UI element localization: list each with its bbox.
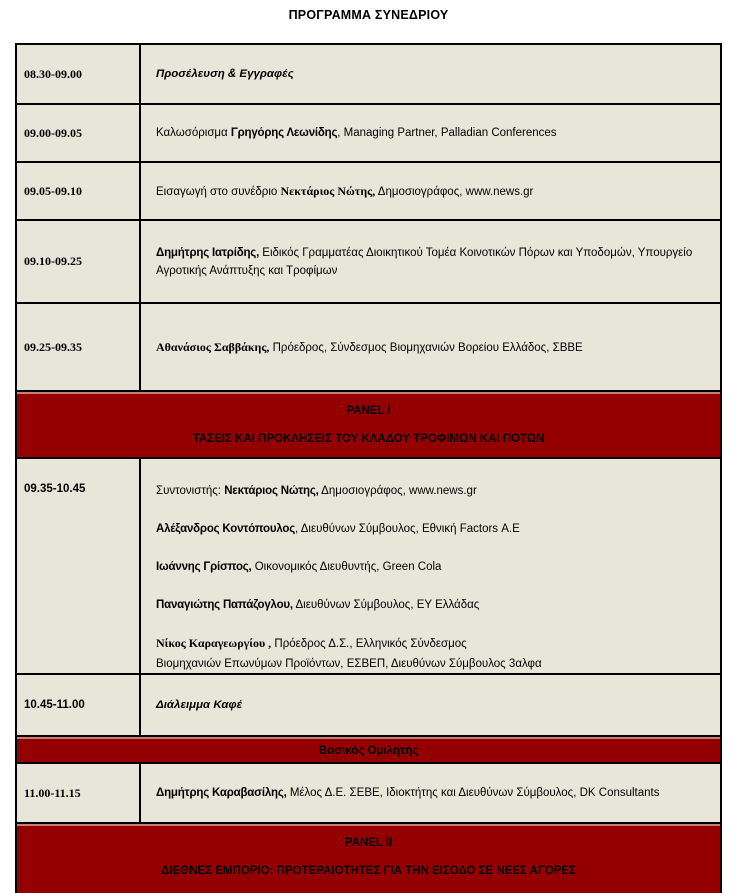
- program-row: [17, 764, 720, 824]
- time-cell: 09.05-09.10: [17, 163, 141, 219]
- text-segment: Καλωσόρισμα: [156, 127, 231, 139]
- panel-banner-text: PANEL I: [346, 405, 391, 417]
- panel-banner-text: Βασικός Ομιλητής: [318, 744, 419, 757]
- text-segment: Συντονιστής:: [156, 485, 225, 497]
- panel-banner-text: PANEL II: [344, 837, 393, 849]
- text-segment: Γρηγόρης Λεωνίδης: [230, 127, 338, 139]
- text-segment: Δημοσιογράφος, www.news.gr: [318, 485, 477, 497]
- text-segment: , Managing Partner, Palladian Conferences: [337, 127, 557, 139]
- text-segment: Αθανάσιος Σαββάκης,: [156, 339, 270, 354]
- program-paragraph: [156, 338, 706, 357]
- description-cell: [141, 459, 720, 673]
- description-cell: [141, 675, 720, 735]
- description-cell: [141, 105, 720, 161]
- time-cell: 08.30-09.00: [17, 45, 141, 103]
- panel-banner: [17, 737, 720, 764]
- text-segment: Μέλος Δ.Ε. ΣΕΒΕ, Ιδιοκτήτης και Διευθύνων Σύμβουλος, DK Consultants: [286, 787, 660, 799]
- panel-banner: [17, 392, 720, 459]
- program-paragraph: [156, 696, 706, 714]
- description-cell: [141, 45, 720, 103]
- program-paragraph: [156, 784, 706, 802]
- text-segment: Διευθύνων Σύμβουλος, ΕΥ Ελλάδας: [292, 599, 480, 611]
- program-paragraph: [156, 633, 706, 674]
- panel-banner: [17, 824, 720, 893]
- program-row: [17, 163, 720, 221]
- description-cell: [141, 764, 720, 822]
- text-segment: Βιομηχανιών Επωνύμων Προϊόντων, ΕΣΒΕΠ, Διευθύνων Σύμβουλος 3αλφα: [156, 658, 542, 670]
- text-segment: , Διευθύνων Σύμβουλος, Εθνική Factors Α.Ε: [295, 523, 520, 535]
- time-cell: 09.10-09.25: [17, 221, 141, 302]
- text-segment: Αλέξανδρος Κοντόπουλος: [156, 523, 295, 535]
- program-row: [17, 675, 720, 737]
- text-segment: Οικονομικός Διευθυντής, Green Cola: [251, 561, 442, 573]
- panel-banner-text: ΤΑΣΕΙΣ ΚΑΙ ΠΡΟΚΛΗΣΕΙΣ ΤΟΥ ΚΛΑΔΟΥ ΤΡΟΦΙΜΩΝ ΚΑΙ ΠΟΤΩΝ: [192, 433, 545, 445]
- text-segment: Δημήτρης Καραβασίλης,: [156, 787, 287, 799]
- text-segment: Ιωάννης Γρίσπος,: [156, 561, 252, 573]
- program-row: [17, 304, 720, 392]
- time-cell: 11.00-11.15: [17, 764, 141, 822]
- description-cell: [141, 304, 720, 390]
- text-segment: Ειδικός Γραμματέας Διοικητικού Τομέα Κοινοτικών Πόρων και Υποδομών, Υπουργείο Αγροτικής Ανάπτυξης και Τροφίμων: [156, 246, 693, 277]
- program-paragraph: [156, 244, 706, 280]
- text-segment: Διάλειμμα Καφέ: [156, 699, 243, 711]
- page-title: ΠΡΟΓΡΑΜΜΑ ΣΥΝΕΔΡΙΟΥ: [288, 8, 449, 22]
- program-paragraph: [156, 481, 706, 501]
- text-segment: Παναγιώτης Παπάζογλου,: [156, 599, 293, 611]
- program-row: [17, 459, 720, 675]
- text-segment: Εισαγωγή στο συνέδριο: [156, 185, 281, 198]
- description-cell: [141, 163, 720, 219]
- program-row: [17, 221, 720, 304]
- text-segment: Πρόεδρος Δ.Σ., Ελληνικός Σύνδεσμος: [271, 638, 467, 650]
- program-row: [17, 105, 720, 163]
- program-paragraph: [156, 182, 706, 201]
- program-paragraph: [156, 65, 706, 83]
- program-row: [17, 45, 720, 105]
- text-segment: Νεκτάριος Νώτης,: [280, 183, 376, 198]
- program-table: [15, 43, 722, 893]
- text-segment: Προσέλευση & Εγγραφές: [156, 68, 294, 80]
- time-cell: 09.35-10.45: [17, 459, 141, 673]
- program-paragraph: [156, 557, 706, 577]
- program-paragraph: [156, 595, 706, 615]
- program-paragraph: [156, 124, 706, 142]
- time-cell: 09.25-09.35: [17, 304, 141, 390]
- time-cell: 10.45-11.00: [17, 675, 141, 735]
- description-cell: [141, 221, 720, 302]
- text-segment: Νίκος Καραγεωργίου ,: [156, 636, 272, 650]
- time-cell: 09.00-09.05: [17, 105, 141, 161]
- text-segment: Δημήτρης Ιατρίδης,: [156, 246, 260, 259]
- panel-banner-text: ΔΙΕΘΝΕΣ ΕΜΠΟΡΙΟ: ΠΡΟΤΕΡΑΙΟΤΗΤΕΣ ΓΙΑ ΤΗΝ ΕΙΣΟΔΟ ΣΕ ΝΕΕΣ ΑΓΟΡΕΣ: [161, 865, 576, 877]
- text-segment: Πρόεδρος, Σύνδεσμος Βιομηχανιών Βορείου Ελλάδος, ΣΒΒΕ: [269, 341, 583, 354]
- program-paragraph: [156, 519, 706, 539]
- text-segment: Δημοσιογράφος, www.news.gr: [375, 185, 534, 198]
- text-segment: Νεκτάριος Νώτης,: [224, 485, 319, 497]
